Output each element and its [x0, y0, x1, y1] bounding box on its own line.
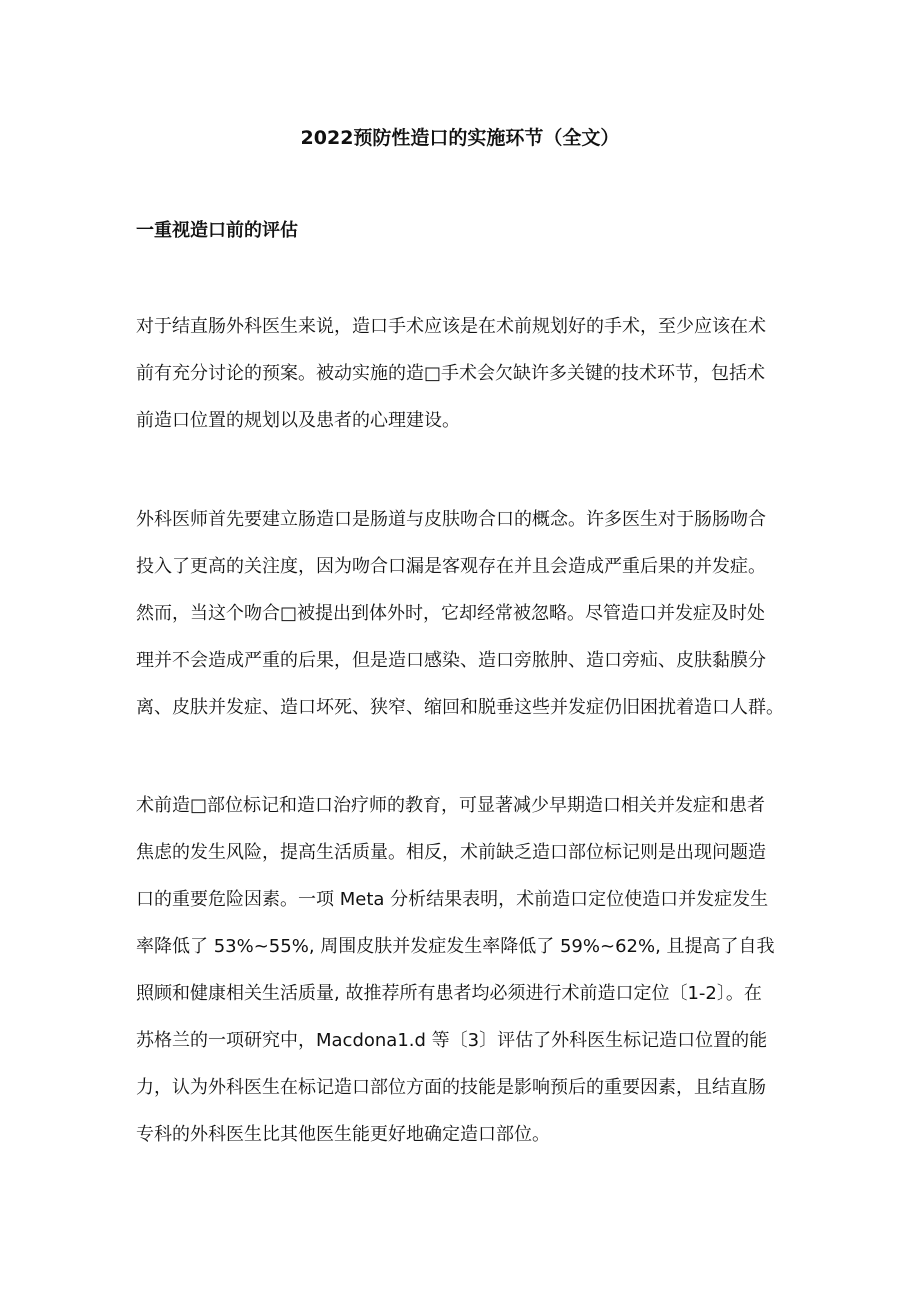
- paragraph-line: 术前造□部位标记和造口治疗师的教育，可显著减少早期造口相关并发症和患者: [136, 795, 766, 816]
- paragraph-1: [136, 303, 766, 444]
- paragraph-2: [136, 496, 784, 731]
- paragraph-line: 苏格兰的一项研究中，Macdona1.d 等〔3〕评估了外科医生标记造口位置的能: [136, 1030, 768, 1051]
- document-title: 2022预防性造口的实施环节（全文）: [300, 127, 620, 149]
- paragraph-line: 投入了更高的关注度，因为吻合口漏是客观存在并且会造成严重后果的并发症。: [136, 556, 766, 577]
- paragraph-line: 力，认为外科医生在标记造口部位方面的技能是影响预后的重要因素，且结直肠: [136, 1077, 766, 1098]
- paragraph-line: 口的重要危险因素。一项 Meta 分析结果表明，术前造口定位使造口并发症发生: [136, 889, 769, 910]
- section-heading: 一重视造口前的评估: [136, 220, 298, 241]
- paragraph-line: 专科的外科医生比其他医生能更好地确定造口部位。: [136, 1124, 550, 1145]
- paragraph-line: 然而，当这个吻合□被提出到体外时，它却经常被忽略。尽管造口并发症及时处: [136, 603, 766, 624]
- paragraph-line: 前有充分讨论的预案。被动实施的造□手术会欠缺许多关键的技术环节，包括术: [136, 363, 766, 384]
- paragraph-line: 照顾和健康相关生活质量, 故推荐所有患者均必须进行术前造口定位〔1-2〕。在: [136, 983, 762, 1004]
- paragraph-line: 离、皮肤并发症、造口坏死、狭窄、缩回和脱垂这些并发症仍旧困扰着造口人群。: [136, 697, 784, 718]
- paragraph-3: [136, 782, 775, 1158]
- paragraph-line: 外科医师首先要建立肠造口是肠道与皮肤吻合口的概念。许多医生对于肠肠吻合: [136, 509, 766, 530]
- paragraph-line: 焦虑的发生风险，提高生活质量。相反，术前缺乏造口部位标记则是出现问题造: [136, 842, 766, 863]
- paragraph-line: 理并不会造成严重的后果，但是造口感染、造口旁脓肿、造口旁疝、皮肤黏膜分: [136, 650, 766, 671]
- paragraph-line: 对于结直肠外科医生来说，造口手术应该是在术前规划好的手术，至少应该在术: [136, 316, 766, 337]
- paragraph-line: 率降低了 53%~55%, 周围皮肤并发症发生率降低了 59%~62%, 且提高了自我: [136, 936, 775, 957]
- paragraph-line: 前造口位置的规划以及患者的心理建设。: [136, 410, 460, 431]
